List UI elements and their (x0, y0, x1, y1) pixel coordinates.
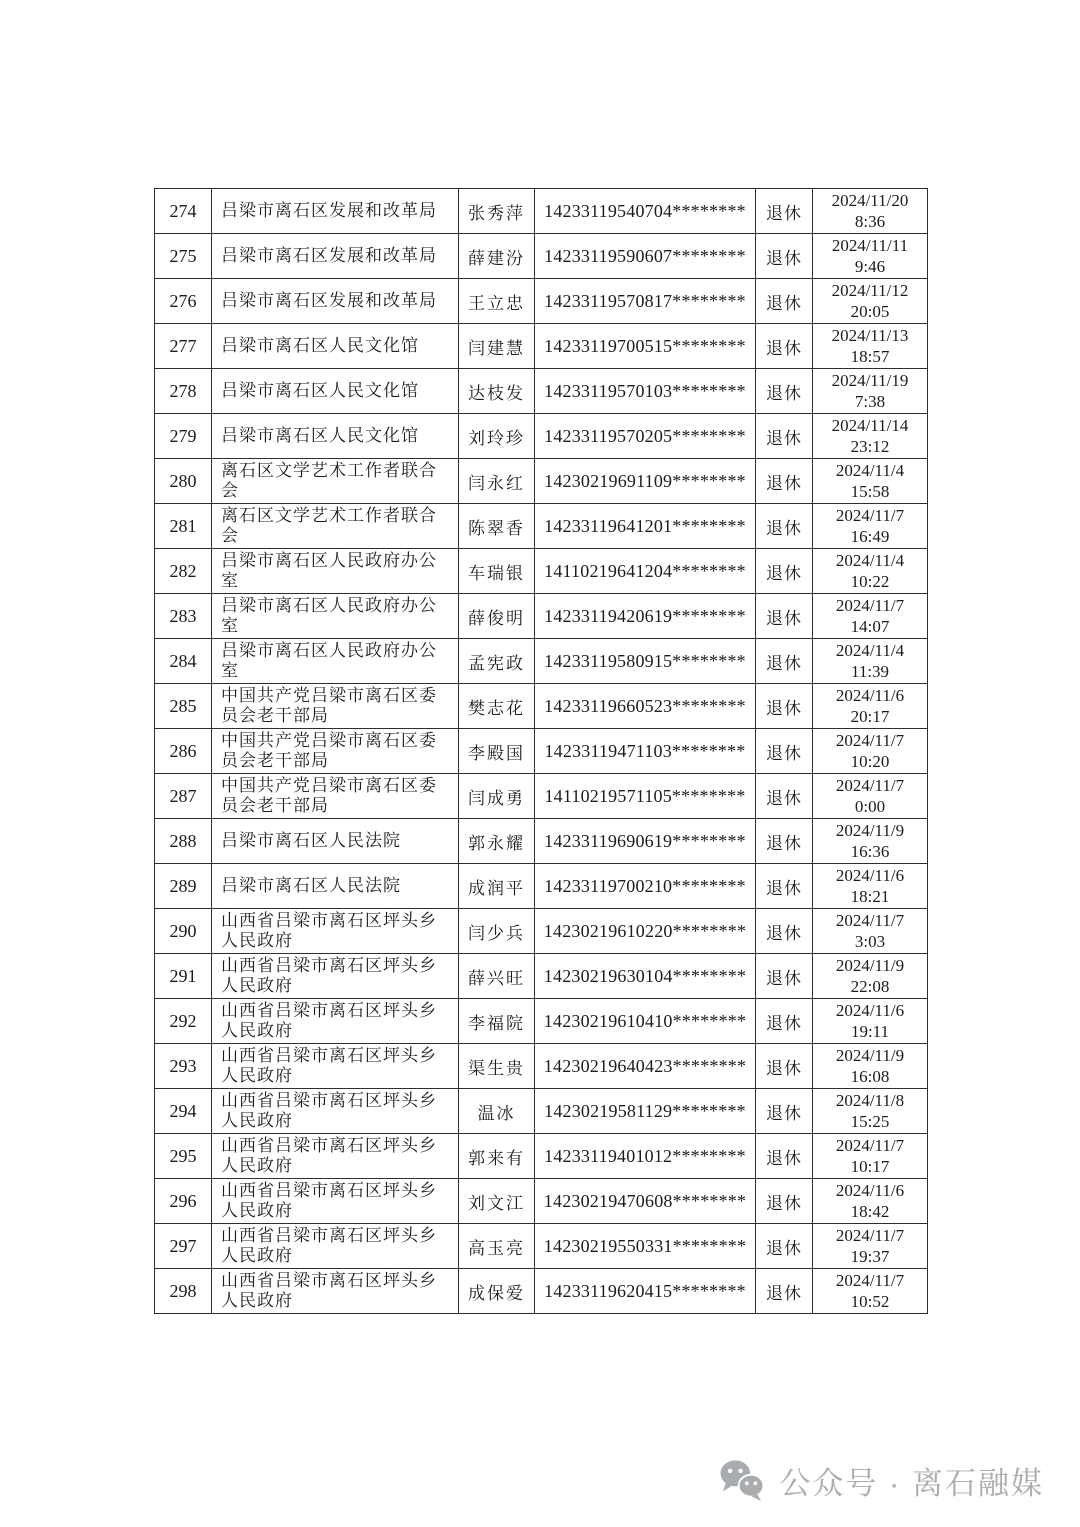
status-cell: 退休 (756, 1089, 813, 1134)
datetime-cell (813, 729, 928, 774)
date-text: 2024/11/11 (831, 236, 909, 255)
datetime-cell (813, 279, 928, 324)
datetime-cell (813, 414, 928, 459)
table-row (155, 324, 928, 369)
organization-cell: 山西省吕梁市离石区坪头乡人民政府 (212, 999, 459, 1044)
organization-cell: 吕梁市离石区人民法院 (212, 864, 459, 909)
person-name-cell: 郭永耀 (459, 819, 535, 864)
organization-cell: 吕梁市离石区人民政府办公室 (212, 639, 459, 684)
status-cell: 退休 (756, 819, 813, 864)
organization-cell: 吕梁市离石区人民政府办公室 (212, 594, 459, 639)
row-number-cell: 295 (155, 1134, 212, 1179)
person-name-cell: 达枝发 (459, 369, 535, 414)
datetime-cell (813, 639, 928, 684)
organization-cell: 离石区文学艺术工作者联合会 (212, 459, 459, 504)
organization-cell: 吕梁市离石区发展和改革局 (212, 279, 459, 324)
datetime-cell (813, 324, 928, 369)
organization-cell: 中国共产党吕梁市离石区委员会老干部局 (212, 729, 459, 774)
person-name-cell: 车瑞银 (459, 549, 535, 594)
date-text: 2024/11/6 (835, 866, 905, 885)
watermark-label: 公众号 · 离石融媒 (779, 1465, 1044, 1501)
row-number-cell: 290 (155, 909, 212, 954)
id-number-cell: 14230219470608******** (535, 1179, 756, 1224)
time-text: 20:05 (850, 302, 890, 321)
datetime-cell (813, 999, 928, 1044)
id-number-cell: 14233119570103******** (535, 369, 756, 414)
table-row (155, 459, 928, 504)
organization-cell: 离石区文学艺术工作者联合会 (212, 504, 459, 549)
time-text: 18:21 (850, 887, 890, 906)
organization-cell: 山西省吕梁市离石区坪头乡人民政府 (212, 909, 459, 954)
id-number-cell: 14230219630104******** (535, 954, 756, 999)
id-number-cell: 14233119641201******** (535, 504, 756, 549)
date-text: 2024/11/7 (835, 731, 905, 750)
table-row (155, 369, 928, 414)
person-name-cell: 成保爱 (459, 1269, 535, 1314)
time-text: 15:58 (850, 482, 890, 501)
datetime-cell (813, 684, 928, 729)
date-text: 2024/11/9 (835, 1046, 905, 1065)
table-row (155, 954, 928, 999)
id-number-cell: 14233119401012******** (535, 1134, 756, 1179)
status-cell: 退休 (756, 1179, 813, 1224)
person-name-cell: 王立忠 (459, 279, 535, 324)
date-text: 2024/11/7 (835, 1226, 905, 1245)
table-row (155, 999, 928, 1044)
time-text: 10:52 (850, 1292, 890, 1311)
time-text: 19:37 (850, 1247, 890, 1266)
status-cell: 退休 (756, 954, 813, 999)
wechat-icon (719, 1459, 765, 1501)
time-text: 16:36 (850, 842, 890, 861)
table-row (155, 234, 928, 279)
time-text: 14:07 (850, 617, 890, 636)
id-number-cell: 14230219640423******** (535, 1044, 756, 1089)
id-number-cell: 14110219571105******** (535, 774, 756, 819)
status-cell: 退休 (756, 369, 813, 414)
table-row (155, 639, 928, 684)
table-row (155, 774, 928, 819)
status-cell: 退休 (756, 234, 813, 279)
status-cell: 退休 (756, 189, 813, 234)
organization-cell: 中国共产党吕梁市离石区委员会老干部局 (212, 774, 459, 819)
id-number-cell: 14233119690619******** (535, 819, 756, 864)
person-name-cell: 薛俊明 (459, 594, 535, 639)
watermark (719, 1452, 1044, 1508)
organization-cell: 山西省吕梁市离石区坪头乡人民政府 (212, 1044, 459, 1089)
row-number-cell: 277 (155, 324, 212, 369)
datetime-cell (813, 549, 928, 594)
time-text: 8:36 (854, 212, 886, 231)
id-number-cell: 14233119700210******** (535, 864, 756, 909)
organization-cell: 山西省吕梁市离石区坪头乡人民政府 (212, 1134, 459, 1179)
id-number-cell: 14230219581129******** (535, 1089, 756, 1134)
datetime-cell (813, 774, 928, 819)
status-cell: 退休 (756, 729, 813, 774)
organization-cell: 山西省吕梁市离石区坪头乡人民政府 (212, 1179, 459, 1224)
organization-cell: 吕梁市离石区人民法院 (212, 819, 459, 864)
time-text: 11:39 (850, 662, 890, 681)
organization-cell: 吕梁市离石区人民文化馆 (212, 414, 459, 459)
datetime-cell (813, 1089, 928, 1134)
date-text: 2024/11/7 (835, 911, 905, 930)
row-number-cell: 297 (155, 1224, 212, 1269)
date-text: 2024/11/14 (831, 416, 909, 435)
date-text: 2024/11/7 (835, 506, 905, 525)
person-name-cell: 闫成勇 (459, 774, 535, 819)
row-number-cell: 282 (155, 549, 212, 594)
row-number-cell: 298 (155, 1269, 212, 1314)
status-cell: 退休 (756, 414, 813, 459)
row-number-cell: 275 (155, 234, 212, 279)
table-row (155, 504, 928, 549)
id-number-cell: 14233119540704******** (535, 189, 756, 234)
datetime-cell (813, 954, 928, 999)
status-cell: 退休 (756, 549, 813, 594)
date-text: 2024/11/4 (835, 551, 905, 570)
time-text: 20:17 (850, 707, 890, 726)
row-number-cell: 294 (155, 1089, 212, 1134)
date-text: 2024/11/6 (835, 686, 905, 705)
status-cell: 退休 (756, 279, 813, 324)
row-number-cell: 274 (155, 189, 212, 234)
table-row (155, 909, 928, 954)
time-text: 15:25 (850, 1112, 890, 1131)
id-number-cell: 14233119590607******** (535, 234, 756, 279)
id-number-cell: 14233119420619******** (535, 594, 756, 639)
table-row (155, 279, 928, 324)
id-number-cell: 14233119570205******** (535, 414, 756, 459)
id-number-cell: 14230219691109******** (535, 459, 756, 504)
time-text: 18:42 (850, 1202, 890, 1221)
status-cell: 退休 (756, 459, 813, 504)
person-name-cell: 闫建慧 (459, 324, 535, 369)
person-name-cell: 闫少兵 (459, 909, 535, 954)
date-text: 2024/11/7 (835, 776, 905, 795)
table-row (155, 684, 928, 729)
table-row (155, 1134, 928, 1179)
date-text: 2024/11/19 (831, 371, 909, 390)
organization-cell: 吕梁市离石区人民文化馆 (212, 369, 459, 414)
time-text: 3:03 (854, 932, 886, 951)
person-name-cell: 孟宪政 (459, 639, 535, 684)
datetime-cell (813, 594, 928, 639)
time-text: 23:12 (850, 437, 890, 456)
date-text: 2024/11/13 (831, 326, 909, 345)
datetime-cell (813, 369, 928, 414)
organization-cell: 山西省吕梁市离石区坪头乡人民政府 (212, 1224, 459, 1269)
row-number-cell: 279 (155, 414, 212, 459)
date-text: 2024/11/9 (835, 821, 905, 840)
id-number-cell: 14230219550331******** (535, 1224, 756, 1269)
datetime-cell (813, 1044, 928, 1089)
organization-cell: 中国共产党吕梁市离石区委员会老干部局 (212, 684, 459, 729)
person-name-cell: 李殿国 (459, 729, 535, 774)
status-cell: 退休 (756, 999, 813, 1044)
datetime-cell (813, 459, 928, 504)
id-number-cell: 14230219610410******** (535, 999, 756, 1044)
table-row (155, 1044, 928, 1089)
id-number-cell: 14233119700515******** (535, 324, 756, 369)
table-row (155, 189, 928, 234)
date-text: 2024/11/4 (835, 641, 905, 660)
status-cell: 退休 (756, 909, 813, 954)
id-number-cell: 14233119660523******** (535, 684, 756, 729)
table-row (155, 1224, 928, 1269)
table-row (155, 729, 928, 774)
status-cell: 退休 (756, 1224, 813, 1269)
person-name-cell: 张秀萍 (459, 189, 535, 234)
datetime-cell (813, 1134, 928, 1179)
status-cell: 退休 (756, 684, 813, 729)
row-number-cell: 281 (155, 504, 212, 549)
id-number-cell: 14233119620415******** (535, 1269, 756, 1314)
date-text: 2024/11/20 (831, 191, 909, 210)
row-number-cell: 280 (155, 459, 212, 504)
table-row (155, 1179, 928, 1224)
retiree-table (154, 188, 928, 1314)
status-cell: 退休 (756, 504, 813, 549)
datetime-cell (813, 1224, 928, 1269)
date-text: 2024/11/12 (831, 281, 909, 300)
id-number-cell: 14233119471103******** (535, 729, 756, 774)
person-name-cell: 陈翠香 (459, 504, 535, 549)
row-number-cell: 285 (155, 684, 212, 729)
table-row (155, 549, 928, 594)
datetime-cell (813, 1179, 928, 1224)
person-name-cell: 成润平 (459, 864, 535, 909)
row-number-cell: 293 (155, 1044, 212, 1089)
person-name-cell: 刘文江 (459, 1179, 535, 1224)
row-number-cell: 292 (155, 999, 212, 1044)
row-number-cell: 276 (155, 279, 212, 324)
row-number-cell: 286 (155, 729, 212, 774)
date-text: 2024/11/6 (835, 1181, 905, 1200)
organization-cell: 山西省吕梁市离石区坪头乡人民政府 (212, 1089, 459, 1134)
table-row (155, 594, 928, 639)
person-name-cell: 温冰 (459, 1089, 535, 1134)
row-number-cell: 283 (155, 594, 212, 639)
status-cell: 退休 (756, 1134, 813, 1179)
id-number-cell: 14230219610220******** (535, 909, 756, 954)
person-name-cell: 薛兴旺 (459, 954, 535, 999)
person-name-cell: 薛建汾 (459, 234, 535, 279)
retiree-table-body (155, 189, 928, 1314)
status-cell: 退休 (756, 324, 813, 369)
time-text: 18:57 (850, 347, 890, 366)
table-row (155, 864, 928, 909)
row-number-cell: 288 (155, 819, 212, 864)
date-text: 2024/11/7 (835, 1271, 905, 1290)
status-cell: 退休 (756, 774, 813, 819)
organization-cell: 山西省吕梁市离石区坪头乡人民政府 (212, 954, 459, 999)
time-text: 10:20 (850, 752, 890, 771)
time-text: 16:08 (850, 1067, 890, 1086)
date-text: 2024/11/6 (835, 1001, 905, 1020)
organization-cell: 吕梁市离石区发展和改革局 (212, 234, 459, 279)
id-number-cell: 14233119580915******** (535, 639, 756, 684)
time-text: 7:38 (854, 392, 886, 411)
time-text: 10:17 (850, 1157, 890, 1176)
date-text: 2024/11/7 (835, 596, 905, 615)
person-name-cell: 樊志花 (459, 684, 535, 729)
table-row (155, 414, 928, 459)
id-number-cell: 14110219641204******** (535, 549, 756, 594)
time-text: 9:46 (854, 257, 886, 276)
person-name-cell: 渠生贵 (459, 1044, 535, 1089)
organization-cell: 吕梁市离石区人民文化馆 (212, 324, 459, 369)
datetime-cell (813, 1269, 928, 1314)
time-text: 19:11 (850, 1022, 890, 1041)
person-name-cell: 李福院 (459, 999, 535, 1044)
organization-cell: 吕梁市离石区人民政府办公室 (212, 549, 459, 594)
date-text: 2024/11/8 (835, 1091, 905, 1110)
row-number-cell: 296 (155, 1179, 212, 1224)
table-row (155, 819, 928, 864)
organization-cell: 山西省吕梁市离石区坪头乡人民政府 (212, 1269, 459, 1314)
datetime-cell (813, 234, 928, 279)
datetime-cell (813, 504, 928, 549)
date-text: 2024/11/7 (835, 1136, 905, 1155)
row-number-cell: 284 (155, 639, 212, 684)
organization-cell: 吕梁市离石区发展和改革局 (212, 189, 459, 234)
person-name-cell: 闫永红 (459, 459, 535, 504)
time-text: 22:08 (850, 977, 890, 996)
table-row (155, 1269, 928, 1314)
status-cell: 退休 (756, 1044, 813, 1089)
datetime-cell (813, 189, 928, 234)
person-name-cell: 郭来有 (459, 1134, 535, 1179)
id-number-cell: 14233119570817******** (535, 279, 756, 324)
status-cell: 退休 (756, 864, 813, 909)
row-number-cell: 287 (155, 774, 212, 819)
person-name-cell: 刘玲珍 (459, 414, 535, 459)
datetime-cell (813, 819, 928, 864)
status-cell: 退休 (756, 594, 813, 639)
date-text: 2024/11/9 (835, 956, 905, 975)
status-cell: 退休 (756, 1269, 813, 1314)
table-row (155, 1089, 928, 1134)
status-cell: 退休 (756, 639, 813, 684)
time-text: 10:22 (850, 572, 890, 591)
date-text: 2024/11/4 (835, 461, 905, 480)
time-text: 0:00 (854, 797, 886, 816)
datetime-cell (813, 909, 928, 954)
person-name-cell: 高玉亮 (459, 1224, 535, 1269)
row-number-cell: 289 (155, 864, 212, 909)
time-text: 16:49 (850, 527, 890, 546)
row-number-cell: 291 (155, 954, 212, 999)
datetime-cell (813, 864, 928, 909)
row-number-cell: 278 (155, 369, 212, 414)
